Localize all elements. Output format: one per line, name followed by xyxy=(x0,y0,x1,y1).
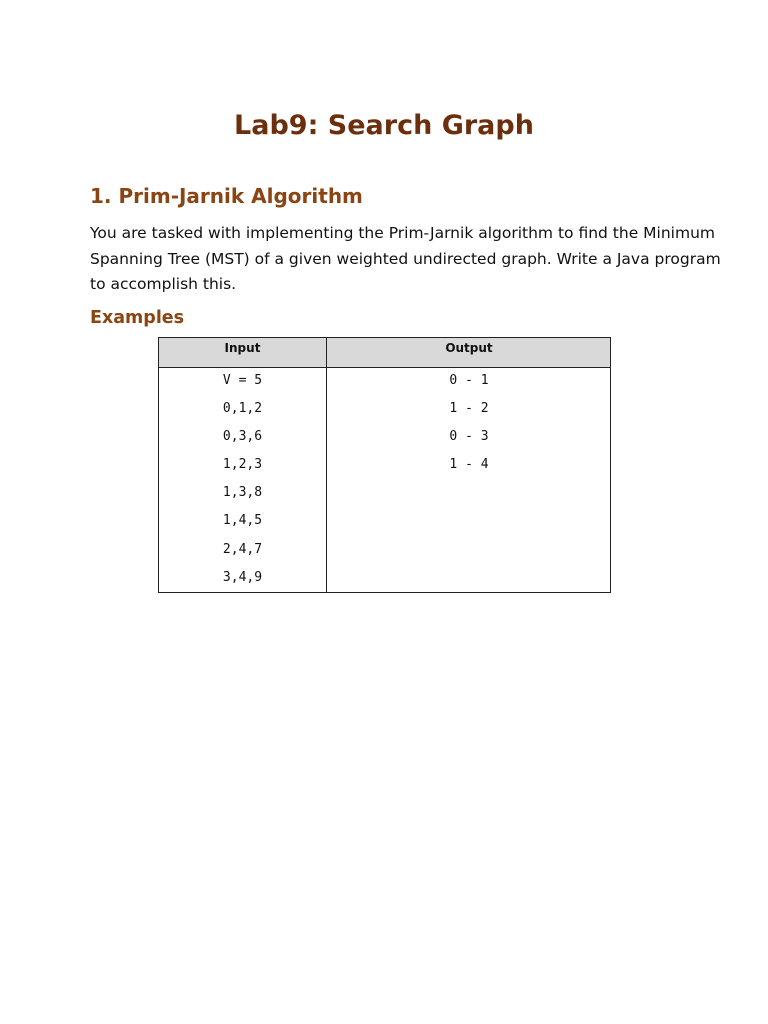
input-cell: 0,1,2 xyxy=(222,401,263,417)
input-cell: 1,4,5 xyxy=(222,513,263,529)
paragraph-line: Spanning Tree (MST) of a given weighted undirected graph. Write a Java program xyxy=(90,249,721,268)
input-column xyxy=(159,367,326,592)
input-cell: 1,2,3 xyxy=(222,457,263,473)
input-cell: 0,3,6 xyxy=(222,429,263,445)
paragraph-line: to accomplish this. xyxy=(90,275,237,293)
output-cell: 0 - 1 xyxy=(449,373,489,388)
header-output: Output xyxy=(445,341,493,355)
input-cell: 3,4,9 xyxy=(222,569,263,585)
output-cell: 1 - 4 xyxy=(449,457,489,473)
paragraph-line: You are tasked with implementing the Prim-Jarnik algorithm to find the Minimum xyxy=(90,224,715,242)
examples-heading: Examples xyxy=(90,308,185,328)
page-title: Lab9: Search Graph xyxy=(234,110,534,141)
header-input: Input xyxy=(224,341,261,355)
examples-table xyxy=(158,337,611,593)
task-description xyxy=(90,221,721,298)
input-cell: 1,3,8 xyxy=(222,485,263,501)
output-cell: 0 - 3 xyxy=(449,429,489,445)
input-cell: V = 5 xyxy=(222,373,263,388)
output-column xyxy=(327,367,611,479)
input-cell: 2,4,7 xyxy=(222,541,263,557)
output-cell: 1 - 2 xyxy=(449,401,489,417)
section-heading: 1. Prim-Jarnik Algorithm xyxy=(90,184,363,208)
